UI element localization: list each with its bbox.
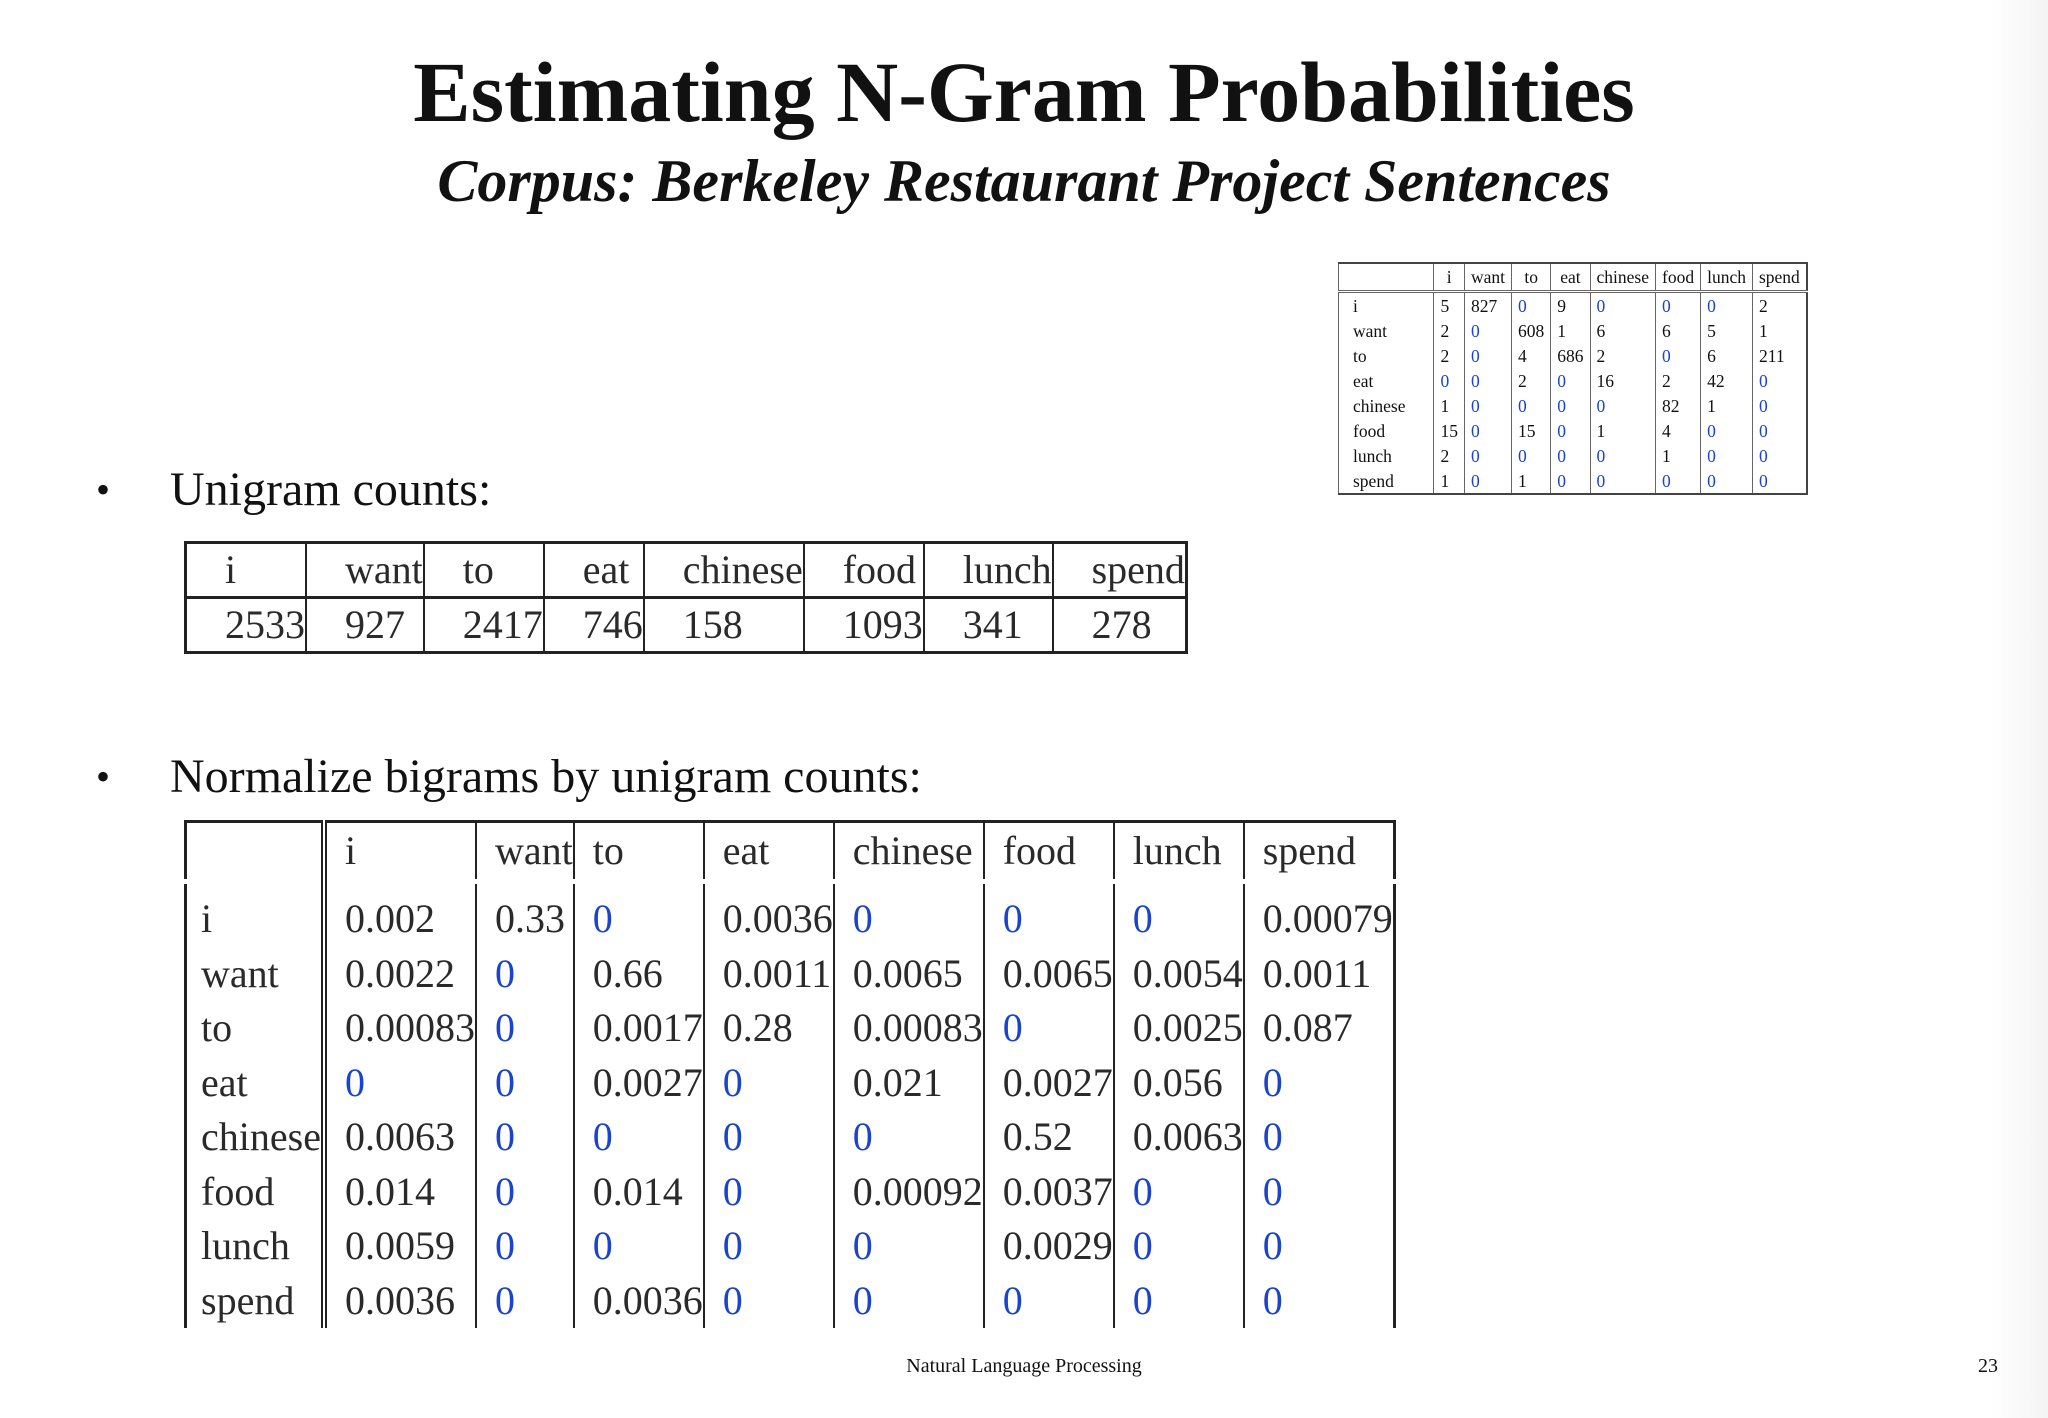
count-cell: 16 — [1590, 368, 1655, 393]
count-cell: 0 — [1701, 292, 1753, 319]
column-header: chinese — [834, 822, 984, 882]
count-cell: 0 — [1512, 292, 1551, 319]
probability-cell: 0 — [704, 1165, 834, 1220]
probability-cell: 0 — [476, 1001, 574, 1056]
probability-cell: 0.00083 — [834, 1001, 984, 1056]
unigram-values-row — [186, 598, 1187, 653]
probability-cell: 0.0065 — [984, 947, 1114, 1002]
count-cell: 1 — [1701, 393, 1753, 418]
count-cell: 0 — [1464, 468, 1511, 494]
count-cell: 0 — [1551, 418, 1590, 443]
footer-text: Natural Language Processing — [906, 1355, 1142, 1377]
probability-cell: 0.014 — [574, 1165, 704, 1220]
count-cell: 1 — [1752, 318, 1806, 343]
probability-cell: 0.0063 — [324, 1110, 476, 1165]
probability-cell: 0.00083 — [324, 1001, 476, 1056]
row-label: want — [1353, 320, 1388, 341]
probability-cell: 0.0059 — [324, 1219, 476, 1274]
probability-cell: 0.33 — [476, 882, 574, 947]
count-cell: 1 — [1656, 443, 1701, 468]
count-cell: 0 — [1701, 418, 1753, 443]
count-cell: 0 — [1551, 443, 1590, 468]
column-header: lunch — [1114, 822, 1244, 882]
count-cell: 82 — [1656, 393, 1701, 418]
probability-cell: 0 — [1114, 882, 1244, 947]
row-label: food — [201, 1168, 275, 1214]
count-cell: 9 — [1551, 292, 1590, 319]
probability-cell: 0 — [574, 1110, 704, 1165]
unigram-count-cell: 158 — [644, 598, 804, 653]
row-label: want — [201, 950, 279, 996]
count-cell: 0 — [1590, 468, 1655, 494]
count-cell: 608 — [1512, 318, 1551, 343]
probability-cell: 0 — [1244, 1110, 1395, 1165]
count-cell: 0 — [1656, 468, 1701, 494]
unigram-count-cell: 278 — [1053, 598, 1187, 653]
count-cell: 0 — [1701, 443, 1753, 468]
count-cell: 2 — [1656, 368, 1701, 393]
count-cell: 6 — [1701, 343, 1753, 368]
row-label: lunch — [1353, 445, 1392, 466]
count-cell: 0 — [1464, 368, 1511, 393]
count-cell: 0 — [1551, 368, 1590, 393]
count-cell: 1 — [1551, 318, 1590, 343]
table-row — [186, 1110, 1395, 1165]
count-cell: 6 — [1656, 318, 1701, 343]
normalize-bullet — [96, 747, 922, 807]
column-header: want — [1464, 263, 1511, 292]
count-cell: 1 — [1434, 468, 1465, 494]
column-header: food — [1656, 263, 1701, 292]
probability-cell: 0.0036 — [574, 1274, 704, 1329]
row-label: i — [1353, 295, 1358, 316]
unigram-bullet-text: Unigram counts: — [170, 463, 492, 516]
table-row — [186, 882, 1395, 947]
probability-cell: 0 — [476, 1110, 574, 1165]
count-cell: 0 — [1590, 292, 1655, 319]
bullet-dot: • — [96, 467, 111, 512]
table-row — [1339, 418, 1807, 443]
probability-cell: 0 — [476, 947, 574, 1002]
probability-cell: 0 — [1114, 1219, 1244, 1274]
unigram-bullet — [96, 460, 491, 520]
column-header: want — [306, 543, 424, 598]
probability-cell: 0.0037 — [984, 1165, 1114, 1220]
probability-cell: 0 — [984, 882, 1114, 947]
count-cell: 2 — [1434, 343, 1465, 368]
probability-cell: 0 — [704, 1219, 834, 1274]
count-cell: 2 — [1590, 343, 1655, 368]
row-label: food — [1353, 420, 1386, 441]
probability-cell: 0 — [704, 1110, 834, 1165]
probability-cell: 0 — [574, 882, 704, 947]
unigram-count-cell: 1093 — [804, 598, 924, 653]
probability-cell: 0.021 — [834, 1056, 984, 1111]
table-row — [186, 1001, 1395, 1056]
probability-cell: 0 — [834, 882, 984, 947]
row-label: chinese — [201, 1114, 321, 1160]
count-cell: 0 — [1701, 468, 1753, 494]
table-row — [186, 1219, 1395, 1274]
probability-cell: 0.28 — [704, 1001, 834, 1056]
table-row — [186, 1274, 1395, 1329]
probability-cell: 0 — [476, 1056, 574, 1111]
probability-cell: 0.0065 — [834, 947, 984, 1002]
probability-cell: 0.0036 — [704, 882, 834, 947]
count-cell: 0 — [1464, 418, 1511, 443]
table-row — [1339, 468, 1807, 494]
count-cell: 1 — [1590, 418, 1655, 443]
probability-cell: 0 — [1114, 1165, 1244, 1220]
count-cell: 0 — [1752, 393, 1806, 418]
column-header: chinese — [1590, 263, 1655, 292]
probability-cell: 0.0011 — [1244, 947, 1395, 1002]
count-cell: 0 — [1464, 318, 1511, 343]
table-row — [1339, 443, 1807, 468]
count-cell: 42 — [1701, 368, 1753, 393]
count-cell: 2 — [1752, 292, 1806, 319]
probability-cell: 0 — [1244, 1056, 1395, 1111]
count-cell: 686 — [1551, 343, 1590, 368]
probability-cell: 0.0017 — [574, 1001, 704, 1056]
probability-cell: 0.0022 — [324, 947, 476, 1002]
probability-cell: 0 — [1244, 1274, 1395, 1329]
corner-cell — [1339, 263, 1434, 292]
column-header: spend — [1752, 263, 1806, 292]
count-cell: 5 — [1434, 292, 1465, 319]
probability-cell: 0 — [476, 1274, 574, 1329]
probability-cell: 0.014 — [324, 1165, 476, 1220]
count-cell: 211 — [1752, 343, 1806, 368]
column-header: lunch — [924, 543, 1053, 598]
probability-cell: 0 — [834, 1110, 984, 1165]
probability-cell: 0.52 — [984, 1110, 1114, 1165]
table-row — [1339, 368, 1807, 393]
count-cell: 5 — [1701, 318, 1753, 343]
table-row — [1339, 343, 1807, 368]
probability-cell: 0 — [476, 1165, 574, 1220]
column-header: food — [804, 543, 924, 598]
column-header: to — [574, 822, 704, 882]
table-row — [1339, 393, 1807, 418]
probability-cell: 0.0027 — [984, 1056, 1114, 1111]
probability-cell: 0 — [834, 1219, 984, 1274]
unigram-count-cell: 2417 — [424, 598, 544, 653]
table-row — [1339, 292, 1807, 319]
column-header: eat — [1551, 263, 1590, 292]
count-cell: 0 — [1752, 468, 1806, 494]
count-cell: 2 — [1434, 443, 1465, 468]
probability-cell: 0 — [324, 1056, 476, 1111]
unigram-count-cell: 746 — [544, 598, 644, 653]
count-cell: 0 — [1464, 343, 1511, 368]
count-cell: 2 — [1512, 368, 1551, 393]
count-cell: 0 — [1590, 443, 1655, 468]
probability-cell: 0.00079 — [1244, 882, 1395, 947]
row-label: lunch — [201, 1223, 290, 1269]
unigram-count-cell: 341 — [924, 598, 1053, 653]
count-cell: 0 — [1551, 393, 1590, 418]
row-label: to — [201, 1005, 233, 1051]
table-row — [1339, 318, 1807, 343]
probability-cell: 0 — [1244, 1219, 1395, 1274]
probability-cell: 0 — [704, 1274, 834, 1329]
column-header: to — [1512, 263, 1551, 292]
row-label: i — [186, 882, 324, 947]
slide-title: Estimating N-Gram Probabilities — [413, 44, 1635, 140]
probability-cell: 0 — [574, 1219, 704, 1274]
count-cell: 1 — [1434, 393, 1465, 418]
probability-cell: 0.087 — [1244, 1001, 1395, 1056]
unigram-count-cell: 2533 — [186, 598, 307, 653]
probability-cell: 0.002 — [324, 882, 476, 947]
row-label: to — [1353, 345, 1367, 366]
unigram-header-row — [186, 543, 1187, 598]
count-cell: 6 — [1590, 318, 1655, 343]
probability-cell: 0 — [984, 1274, 1114, 1329]
count-cell: 15 — [1512, 418, 1551, 443]
count-cell: 0 — [1752, 443, 1806, 468]
count-cell: 4 — [1656, 418, 1701, 443]
row-label: spend — [1353, 470, 1394, 491]
count-cell: 0 — [1752, 418, 1806, 443]
count-cell: 0 — [1590, 393, 1655, 418]
count-cell: 0 — [1752, 368, 1806, 393]
table-row — [186, 947, 1395, 1002]
column-header: i — [1434, 263, 1465, 292]
column-header: eat — [544, 543, 644, 598]
slide-subtitle: Corpus: Berkeley Restaurant Project Sentences — [437, 148, 1611, 214]
count-cell: 1 — [1512, 468, 1551, 494]
count-cell: 0 — [1656, 292, 1701, 319]
probability-cell: 0 — [1114, 1274, 1244, 1329]
table-row — [186, 1165, 1395, 1220]
bigram-probabilities-table — [184, 820, 1396, 1328]
row-label: eat — [201, 1059, 248, 1105]
bigram-prob-header-row — [186, 822, 1395, 882]
bigram-counts-header-row — [1339, 263, 1807, 292]
probability-cell: 0.0063 — [1114, 1110, 1244, 1165]
count-cell: 0 — [1464, 443, 1511, 468]
unigram-counts-table — [184, 541, 1188, 654]
probability-cell: 0 — [834, 1274, 984, 1329]
corner-cell — [186, 822, 324, 882]
normalize-bullet-text: Normalize bigrams by unigram counts: — [170, 750, 922, 803]
row-label: eat — [1353, 370, 1374, 391]
column-header: i — [186, 543, 307, 598]
probability-cell: 0.0025 — [1114, 1001, 1244, 1056]
bullet-dot: • — [96, 754, 111, 799]
probability-cell: 0 — [984, 1001, 1114, 1056]
unigram-count-cell: 927 — [306, 598, 424, 653]
column-header: chinese — [644, 543, 804, 598]
count-cell: 0 — [1512, 393, 1551, 418]
probability-cell: 0 — [476, 1219, 574, 1274]
column-header: spend — [1053, 543, 1187, 598]
count-cell: 4 — [1512, 343, 1551, 368]
probability-cell: 0.0029 — [984, 1219, 1114, 1274]
row-label: spend — [201, 1277, 295, 1323]
count-cell: 0 — [1434, 368, 1465, 393]
table-row — [186, 1056, 1395, 1111]
bigram-counts-table — [1338, 262, 1808, 495]
column-header: want — [476, 822, 574, 882]
probability-cell: 0.0036 — [324, 1274, 476, 1329]
page-number: 23 — [1978, 1355, 1998, 1377]
count-cell: 15 — [1434, 418, 1465, 443]
probability-cell: 0 — [704, 1056, 834, 1111]
column-header: to — [424, 543, 544, 598]
probability-cell: 0 — [1244, 1165, 1395, 1220]
probability-cell: 0.00092 — [834, 1165, 984, 1220]
probability-cell: 0.0027 — [574, 1056, 704, 1111]
count-cell: 2 — [1434, 318, 1465, 343]
count-cell: 827 — [1464, 292, 1511, 319]
column-header: eat — [704, 822, 834, 882]
count-cell: 0 — [1551, 468, 1590, 494]
column-header: spend — [1244, 822, 1395, 882]
count-cell: 0 — [1656, 343, 1701, 368]
probability-cell: 0.056 — [1114, 1056, 1244, 1111]
probability-cell: 0.0011 — [704, 947, 834, 1002]
count-cell: 0 — [1464, 393, 1511, 418]
column-header: i — [324, 822, 476, 882]
column-header: lunch — [1701, 263, 1753, 292]
column-header: food — [984, 822, 1114, 882]
probability-cell: 0.0054 — [1114, 947, 1244, 1002]
count-cell: 0 — [1512, 443, 1551, 468]
row-label: chinese — [1353, 395, 1406, 416]
probability-cell: 0.66 — [574, 947, 704, 1002]
